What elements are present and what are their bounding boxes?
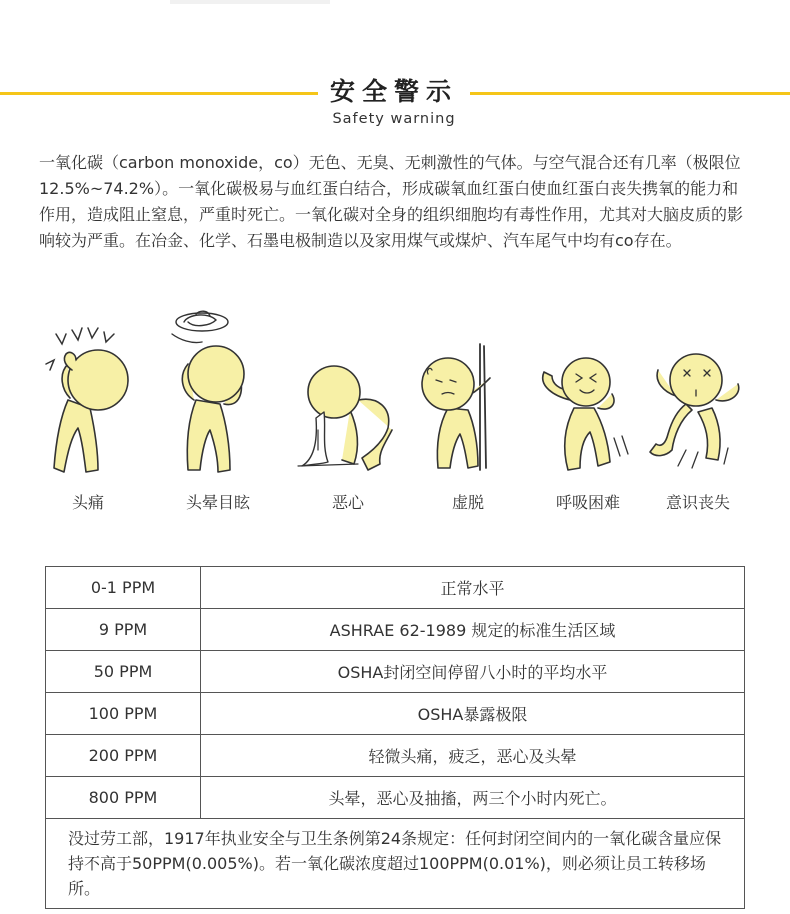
ppm-level-cell: 200 PPM (46, 735, 201, 777)
ppm-level-cell: 800 PPM (46, 777, 201, 819)
intro-paragraph: 一氧化碳（carbon monoxide，co）无色、无臭、无刺激性的气体。与空气混合还有几率（极限位12.5%~74.2%）。一氧化碳极易与血红蛋白结合，形成碳氧血红蛋白使血红蛋白丧失携氧的能力和作用，造成阻止窒息，严重时死亡。一氧化碳对全身的组织细胞均有毒性作用，尤其对大脑皮质的影响较为严重。在冶金、化学、石墨电极制造以及家用煤气或煤炉、汽车尾气中均有co存在。 (39, 153, 744, 250)
table-row (46, 651, 745, 693)
symptom-collapse (408, 300, 528, 520)
header-rule-left (0, 92, 318, 95)
breathing-difficulty-figure-icon (528, 300, 648, 485)
table-note-row (46, 819, 745, 909)
headache-figure-icon (28, 300, 148, 485)
ppm-effect-cell: ASHRAE 62-1989 规定的标准生活区域 (201, 609, 745, 651)
table-row (46, 735, 745, 777)
symptom-loss-of-consciousness (638, 300, 758, 520)
ppm-effect-cell: 头晕，恶心及抽搐，两三个小时内死亡。 (201, 777, 745, 819)
symptom-label: 意识丧失 (665, 493, 730, 512)
unconsciousness-figure-icon (638, 300, 758, 485)
symptom-label: 呼吸困难 (555, 493, 620, 512)
ppm-level-cell: 0-1 PPM (46, 567, 201, 609)
ppm-level-cell: 50 PPM (46, 651, 201, 693)
symptom-breathing-difficulty (528, 300, 648, 520)
ppm-level-cell: 9 PPM (46, 609, 201, 651)
symptom-label: 虚脱 (451, 493, 484, 512)
ppm-level-cell: 100 PPM (46, 693, 201, 735)
symptom-dizziness (158, 300, 278, 520)
symptom-label: 头痛 (71, 493, 104, 512)
header-rule-right (470, 92, 790, 95)
ppm-effect-cell: OSHA暴露极限 (201, 693, 745, 735)
vomiting-figure-icon (288, 300, 408, 485)
symptom-label: 恶心 (331, 493, 364, 512)
top-edge-bar (170, 0, 330, 4)
ppm-effect-cell: 正常水平 (201, 567, 745, 609)
section-subtitle: Safety warning (332, 111, 456, 127)
symptom-nausea (288, 300, 408, 520)
collapse-figure-icon (408, 300, 528, 485)
ppm-effect-cell: 轻微头痛，疲乏，恶心及头晕 (201, 735, 745, 777)
section-title: 安全警示 (329, 77, 458, 106)
regulation-note: 没过劳工部，1917年执业安全与卫生条例第24条规定：任何封闭空间内的一氧化碳含量应保持不高于50PPM(0.005%)。若一氧化碳浓度超过100PPM(0.01%)，则必须让员工转移场所。 (46, 819, 745, 909)
ppm-effect-cell: OSHA封闭空间停留八小时的平均水平 (201, 651, 745, 693)
table-row (46, 567, 745, 609)
table-row (46, 777, 745, 819)
symptom-headache (28, 300, 148, 520)
co-concentration-table (45, 566, 745, 909)
dizziness-figure-icon (158, 300, 278, 485)
table-row (46, 693, 745, 735)
section-header (0, 75, 790, 135)
symptom-label: 头晕目眩 (185, 493, 250, 512)
table-row (46, 609, 745, 651)
